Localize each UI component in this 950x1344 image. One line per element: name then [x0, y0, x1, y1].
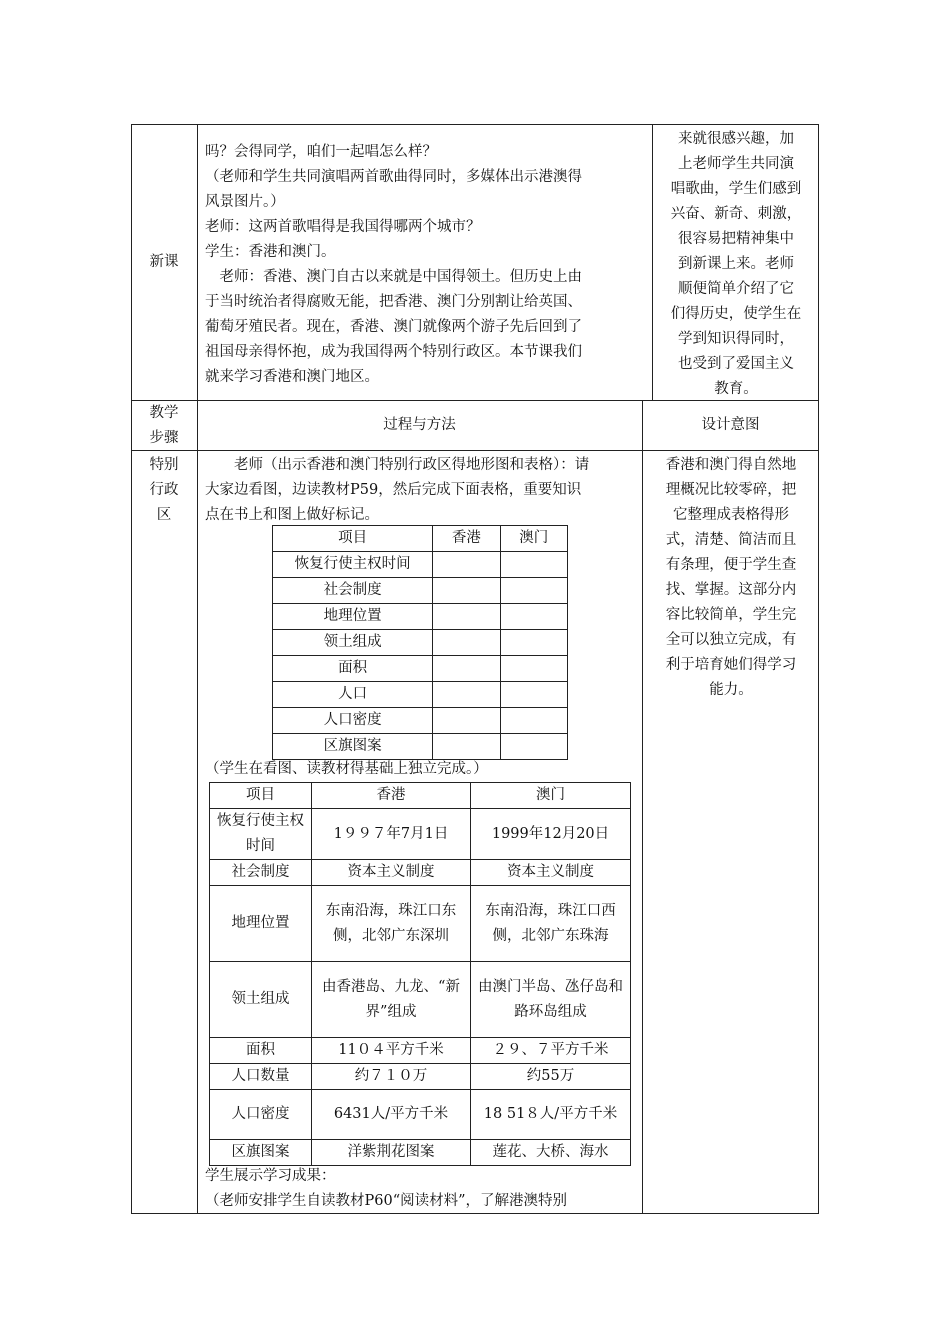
- table-header: 项目: [273, 526, 433, 552]
- table-header: 澳门: [500, 526, 567, 552]
- text-line: 很容易把精神集中: [678, 231, 794, 247]
- special-region-intro: [205, 453, 640, 528]
- text-line: （老师安排学生自读教材P60“阅读材料”，了解港澳特别: [205, 1193, 568, 1209]
- table-cell: 约７１０万: [312, 1064, 471, 1090]
- table-cell: 资本主义制度: [471, 860, 631, 886]
- blank-cell[interactable]: [433, 708, 500, 734]
- text-line: 来就很感兴趣，加: [678, 131, 794, 147]
- special-region-outro: [205, 1164, 640, 1214]
- blank-cell[interactable]: [433, 734, 500, 760]
- table-cell: 人口数量: [210, 1064, 312, 1090]
- table-cell: 领土组成: [273, 630, 433, 656]
- table-header: 项目: [210, 783, 312, 809]
- text-line: 就来学习香港和澳门地区。: [205, 369, 379, 385]
- blank-cell[interactable]: [500, 578, 567, 604]
- text-line: 容比较简单，学生完: [665, 607, 797, 623]
- blank-cell[interactable]: [500, 552, 567, 578]
- row-label-new-lesson: 新课: [149, 254, 179, 270]
- blank-comparison-table: [272, 525, 568, 760]
- table-cell: 1999年12月20日: [471, 809, 631, 860]
- table-cell: 社会制度: [273, 578, 433, 604]
- special-region-intent: [646, 453, 816, 703]
- table-header: 香港: [433, 526, 500, 552]
- text-line: 老师：香港、澳门自古以来就是中国得领土。但历史上由: [205, 269, 582, 285]
- table-cell: 约55万: [471, 1064, 631, 1090]
- text-line: 风景图片。）: [205, 194, 285, 210]
- table-cell: 11０４平方千米: [312, 1038, 471, 1064]
- blank-cell[interactable]: [433, 682, 500, 708]
- new-lesson-content: [205, 140, 650, 390]
- table-cell: 领土组成: [210, 962, 312, 1038]
- table-cell: ２９、７平方千米: [471, 1038, 631, 1064]
- text-line: 上老师学生共同演: [678, 156, 794, 172]
- blank-cell[interactable]: [500, 630, 567, 656]
- text-line: 于当时统治者得腐败无能，把香港、澳门分别割让给英国、: [205, 294, 582, 310]
- text-line: 顺便简单介绍了它: [678, 281, 794, 297]
- text-line: 吗？会得同学，咱们一起唱怎么样？: [205, 144, 437, 160]
- table-cell: 由澳门半岛、氹仔岛和路环岛组成: [471, 962, 631, 1038]
- table-cell: 社会制度: [210, 860, 312, 886]
- blank-cell[interactable]: [433, 604, 500, 630]
- text-line: 能力。: [709, 682, 753, 698]
- table-cell: 洋紫荆花图案: [312, 1140, 471, 1166]
- table-cell: 区旗图案: [210, 1140, 312, 1166]
- row-divider-2: [131, 450, 819, 451]
- table-cell: 人口: [273, 682, 433, 708]
- label-line: 区: [156, 507, 172, 523]
- header-process: 过程与方法: [383, 417, 456, 433]
- text-line: 全可以独立完成，有: [665, 632, 797, 648]
- text-line: 葡萄牙殖民者。现在，香港、澳门就像两个游子先后回到了: [205, 319, 582, 335]
- table-cell: 由香港岛、九龙、“新界”组成: [312, 962, 471, 1038]
- text-line: 利于培育她们得学习: [665, 657, 797, 673]
- text-line: 唱歌曲，学生们感到: [670, 181, 802, 197]
- blank-cell[interactable]: [433, 578, 500, 604]
- text-line: 学生展示学习成果：: [205, 1168, 336, 1184]
- col-divider-intent-top: [652, 124, 653, 400]
- label-line: 行政: [149, 482, 179, 498]
- blank-cell[interactable]: [500, 604, 567, 630]
- text-line: 老师（出示香港和澳门特别行政区得地形图和表格）：请: [205, 457, 590, 473]
- text-line: 找、掌握。这部分内: [665, 582, 797, 598]
- table-header: 澳门: [471, 783, 631, 809]
- table-cell: 18 51８人/平方千米: [471, 1090, 631, 1140]
- table-cell: 6431人/平方千米: [312, 1090, 471, 1140]
- text-line: 们得历史，使学生在: [670, 306, 802, 322]
- table-cell: 区旗图案: [273, 734, 433, 760]
- blank-cell[interactable]: [433, 656, 500, 682]
- blank-cell[interactable]: [500, 682, 567, 708]
- blank-cell[interactable]: [433, 552, 500, 578]
- table-cell: 面积: [210, 1038, 312, 1064]
- text-line: 有条理，便于学生查: [665, 557, 797, 573]
- filled-comparison-table: [209, 782, 631, 1166]
- text-line: 兴奋、新奇、刺激，: [670, 206, 802, 222]
- new-lesson-intent: [656, 127, 816, 402]
- text-line: 也受到了爱国主义: [678, 356, 794, 372]
- header-steps-line: 教学: [149, 405, 179, 421]
- table-cell: 地理位置: [273, 604, 433, 630]
- header-steps: [131, 401, 197, 451]
- text-line: 老师：这两首歌唱得是我国得哪两个城市？: [205, 219, 481, 235]
- blank-cell[interactable]: [500, 656, 567, 682]
- text-line: 学生：香港和澳门。: [205, 244, 336, 260]
- label-line: 特别: [149, 457, 179, 473]
- blank-cell[interactable]: [500, 734, 567, 760]
- table-cell: 面积: [273, 656, 433, 682]
- table-cell: 资本主义制度: [312, 860, 471, 886]
- table-cell: 人口密度: [273, 708, 433, 734]
- table-header: 香港: [312, 783, 471, 809]
- blank-cell[interactable]: [433, 630, 500, 656]
- text-line: 大家边看图，边读教材P59，然后完成下面表格，重要知识: [205, 482, 582, 498]
- table-cell: 地理位置: [210, 886, 312, 962]
- header-steps-line: 步骤: [149, 430, 179, 446]
- text-line: 点在书上和图上做好标记。: [205, 507, 379, 523]
- table-cell: 东南沿海，珠江口东侧，北邻广东深圳: [312, 886, 471, 962]
- row-label-special-region: [131, 453, 197, 528]
- text-line: 学到知识得同时，: [678, 331, 794, 347]
- text-line: 祖国母亲得怀抱，成为我国得两个特别行政区。本节课我们: [205, 344, 582, 360]
- text-line: （老师和学生共同演唱两首歌曲得同时，多媒体出示港澳得: [205, 169, 582, 185]
- col-divider-intent-bottom: [642, 400, 643, 1214]
- text-line: 香港和澳门得自然地: [665, 457, 797, 473]
- text-line: 教育。: [714, 381, 758, 397]
- blank-cell[interactable]: [500, 708, 567, 734]
- text-line: 式，清楚、简洁而且: [665, 532, 797, 548]
- table-cell: 恢复行使主权时间: [210, 809, 312, 860]
- text-line: 它整理成表格得形: [673, 507, 789, 523]
- text-line: 到新课上来。老师: [678, 256, 794, 272]
- table-cell: 人口密度: [210, 1090, 312, 1140]
- table-cell: 莲花、大桥、海水: [471, 1140, 631, 1166]
- col-divider-label: [197, 124, 198, 1214]
- table-cell: 1９９７年7月1日: [312, 809, 471, 860]
- header-intent: 设计意图: [701, 417, 760, 433]
- text-line: 理概况比较零碎，把: [665, 482, 797, 498]
- table-cell: 恢复行使主权时间: [273, 552, 433, 578]
- student-note: （学生在看图、读教材得基础上独立完成。）: [205, 761, 488, 777]
- table-cell: 东南沿海，珠江口西侧，北邻广东珠海: [471, 886, 631, 962]
